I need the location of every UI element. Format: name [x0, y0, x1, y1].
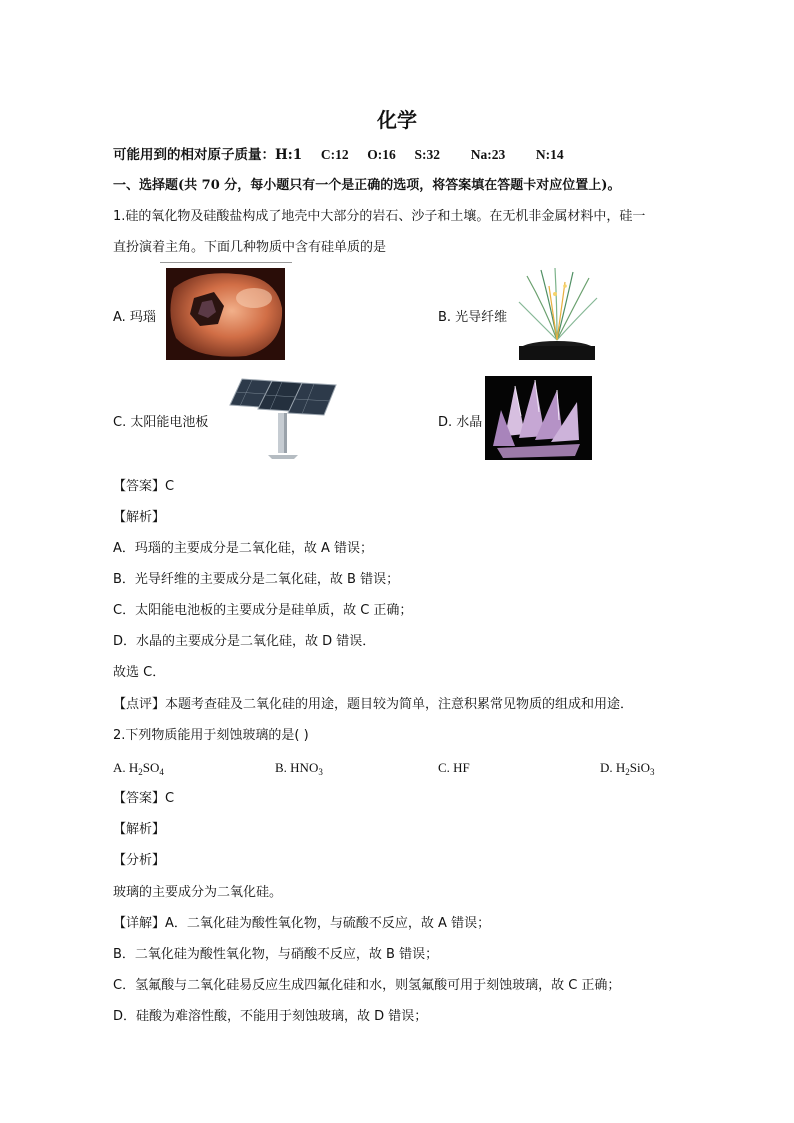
answer-value: C — [165, 791, 175, 806]
q1-analysis-c: C．太阳能电池板的主要成分是硅单质，故 C 正确； — [113, 603, 413, 618]
q2-detail-b: B．二氧化硅为酸性氧化物，与硝酸不反应，故 B 错误； — [113, 947, 439, 962]
q2-detail-line-a — [113, 915, 490, 933]
detail-tag: 【详解】 — [113, 916, 166, 931]
q1-option-a: A. 玛瑙 — [113, 310, 156, 325]
q2-stem: 2.下列物质能用于刻蚀玻璃的是( ) — [113, 728, 309, 743]
q1-option-c: C. 太阳能电池板 — [113, 415, 209, 430]
q1-analysis-b: B．光导纤维的主要成分是二氧化硅，故 B 错误； — [113, 572, 400, 587]
q1-analysis-a: A．玛瑙的主要成分是二氧化硅，故 A 错误； — [113, 541, 374, 556]
q2-option-a: A. $H_2SO_4$ — [113, 760, 164, 777]
section-heading: 一、选择题(共 70 分，每小题只有一个是正确的选项，将答案填在答题卡对应位置上)。 — [113, 178, 621, 193]
q1-option-d: D. 水晶 — [438, 415, 483, 430]
q2-fenxi-text: 玻璃的主要成分为二氧化硅。 — [113, 885, 283, 900]
agate-image — [166, 268, 285, 360]
comment-text: 本题考查硅及二氧化硅的用途，题目较为简单，注意积累常见物质的组成和用途． — [165, 697, 634, 712]
q2-option-c: C. HF — [438, 760, 470, 775]
optical-fiber-image — [515, 268, 599, 360]
q2-analysis-tag: 【解析】 — [113, 822, 166, 837]
q1-stem-line2: 直扮演着主角。下面几种物质中含有硅单质的是 — [113, 240, 387, 255]
answer-tag: 【答案】 — [113, 479, 166, 494]
q1-conclusion: 故选 C． — [113, 665, 166, 680]
atomic-mass-line — [113, 146, 578, 164]
atomic-mass-c: C:12 — [320, 147, 349, 162]
atomic-mass-intro: 可能用到的相对原子质量：H:1 — [113, 147, 303, 163]
image-border-line — [160, 262, 292, 263]
page-title: 化学 — [377, 108, 417, 132]
atomic-mass-n: N:14 — [535, 147, 564, 162]
q2-detail-c: C．氢氟酸与二氧化硅易反应生成四氟化硅和水，则氢氟酸可用于刻蚀玻璃，故 C 正确； — [113, 978, 621, 993]
q2-answer-line — [113, 790, 174, 808]
q2-fenxi-tag: 【分析】 — [113, 853, 166, 868]
comment-tag: 【点评】 — [113, 697, 166, 712]
atomic-mass-s: S:32 — [414, 147, 441, 162]
q2-detail-d: D．硅酸为难溶性酸，不能用于刻蚀玻璃，故 D 错误； — [113, 1009, 428, 1024]
answer-value: C — [165, 479, 175, 494]
q1-answer-line — [113, 478, 174, 496]
crystal-image — [485, 376, 592, 460]
q1-stem-line1: 1.硅的氧化物及硅酸盐构成了地壳中大部分的岩石、沙子和土壤。在无机非金属材料中，硅一 — [113, 209, 646, 224]
atomic-mass-na: Na:23 — [470, 147, 506, 162]
q1-analysis-d: D．水晶的主要成分是二氧化硅，故 D 错误． — [113, 634, 376, 649]
q1-option-b: B. 光导纤维 — [438, 310, 508, 325]
q2-option-d: D. $H_2SiO_3$ — [600, 760, 655, 777]
q1-analysis-tag: 【解析】 — [113, 510, 166, 525]
solar-panel-image — [228, 375, 340, 459]
q1-comment-line — [113, 696, 633, 714]
detail-a: A．二氧化硅为酸性氧化物，与硫酸不反应，故 A 错误； — [165, 916, 491, 931]
answer-tag: 【答案】 — [113, 791, 166, 806]
q2-option-b: B. $HNO_3$ — [275, 760, 323, 777]
atomic-mass-o: O:16 — [367, 147, 396, 162]
